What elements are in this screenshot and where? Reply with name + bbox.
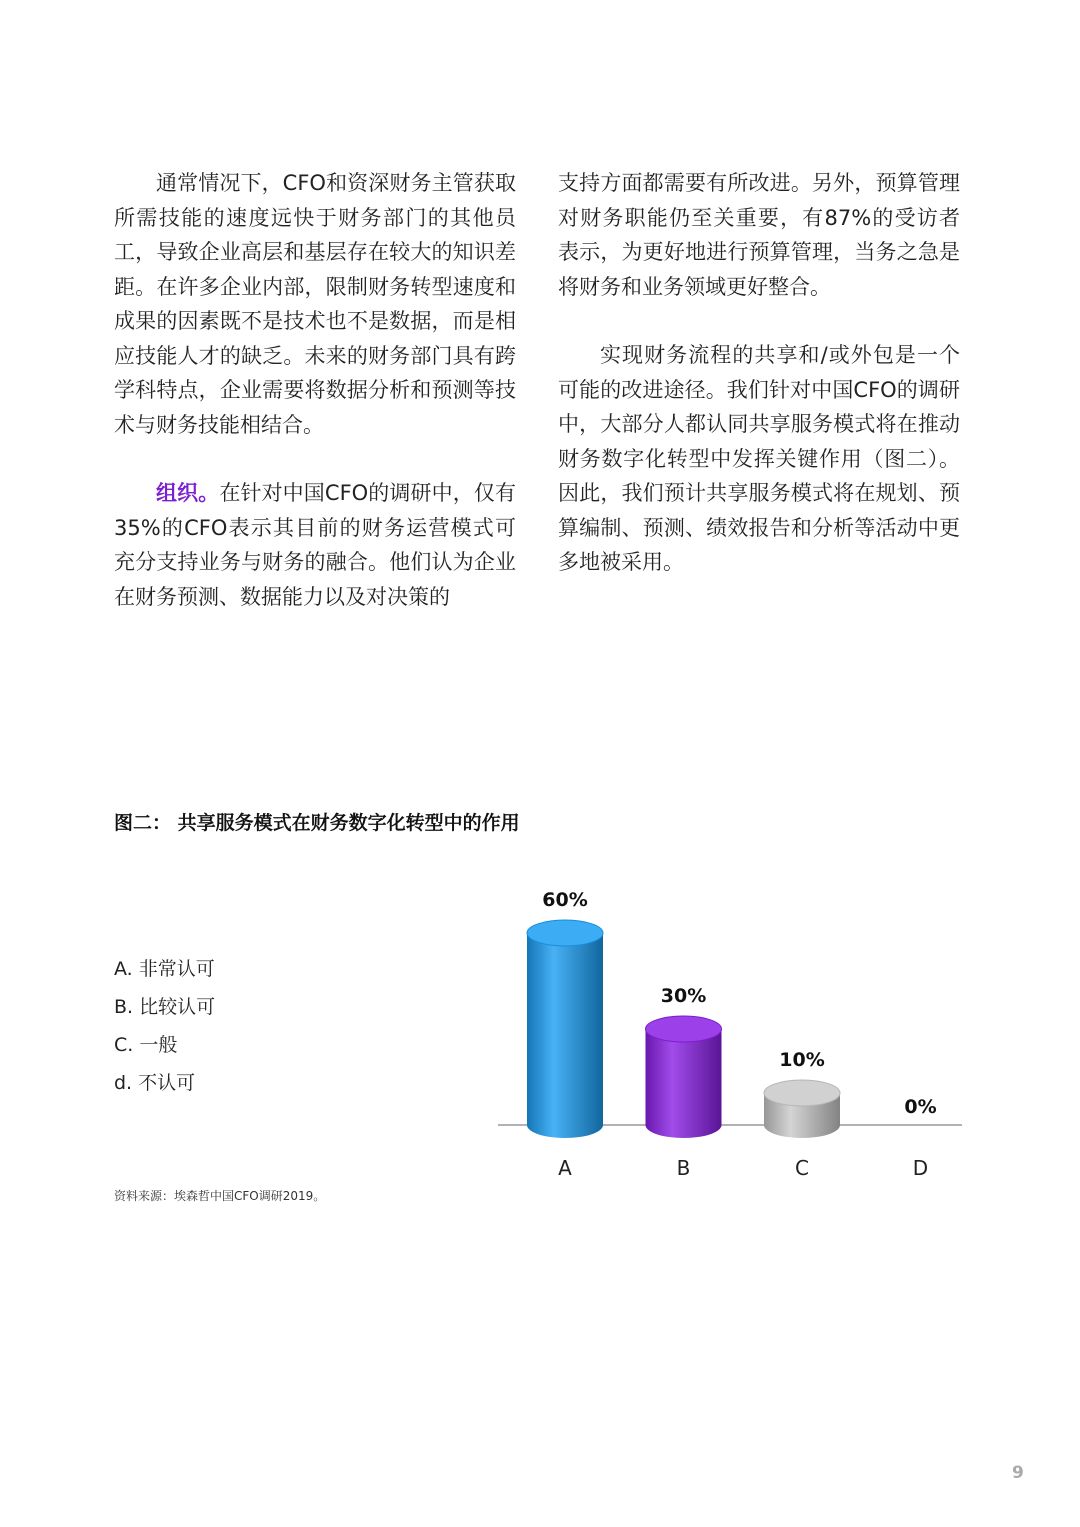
legend-item-b: B. 比较认可 (114, 996, 216, 1018)
bar-top-A (527, 920, 603, 946)
value-label-C: 10% (779, 1049, 825, 1071)
category-label-D: D (912, 1156, 929, 1180)
bar-top-C (764, 1080, 840, 1106)
category-label-B: B (676, 1156, 691, 1180)
bar-B (646, 1029, 722, 1138)
value-label-B: 30% (660, 985, 707, 1007)
paragraph-skills-gap: 通常情况下，CFO和资深财务主管获取所需技能的速度远快于财务部门的其他员工，导致企业高层和基层存在较大的知识差距。在许多企业内部，限制财务转型速度和成果的因素既不是技术也不是数据，而是相应技能人才的缺乏。未来的财务部门具有跨学科特点，企业需要将数据分析和预测等技术与财务技能相结合。 (114, 171, 516, 437)
body-column-right (558, 166, 960, 580)
paragraph-organization (114, 476, 516, 614)
bar-chart (490, 870, 970, 1190)
paragraph-shared-services: 实现财务流程的共享和/或外包是一个可能的改进途径。我们针对中国CFO的调研中，大部分人都认同共享服务模式将在推动财务数字化转型中发挥关键作用（图二）。因此，我们预计共享服务模式将在规划、预算编制、预测、绩效报告和分析等活动中更多地被采用。 (558, 343, 960, 574)
figure-title: 图二： 共享服务模式在财务数字化转型中的作用 (114, 812, 520, 834)
legend-item-a: A. 非常认可 (114, 958, 215, 980)
value-label-A: 60% (542, 889, 588, 911)
bar-chart-svg (490, 870, 970, 1190)
organization-text: 在针对中国CFO的调研中，仅有35%的CFO表示其目前的财务运营模式可充分支持业务与财务的融合。他们认为企业在财务预测、数据能力以及对决策的 (114, 481, 516, 609)
value-label-D: 0% (904, 1096, 937, 1118)
organization-lead: 组织。 (156, 481, 220, 505)
category-label-A: A (558, 1156, 572, 1180)
body-column-left (114, 166, 516, 614)
figure-legend (114, 950, 215, 1102)
figure-source: 资料来源：埃森哲中国CFO调研2019。 (114, 1189, 326, 1203)
legend-item-c: C. 一般 (114, 1034, 178, 1056)
bar-A (527, 933, 603, 1138)
category-label-C: C (795, 1156, 809, 1180)
page-number: 9 (1012, 1463, 1024, 1483)
legend-item-d: d. 不认可 (114, 1072, 196, 1094)
paragraph-budget: 支持方面都需要有所改进。另外，预算管理对财务职能仍至关重要，有87%的受访者表示，为更好地进行预算管理，当务之急是将财务和业务领域更好整合。 (558, 171, 960, 299)
bar-top-B (646, 1016, 722, 1042)
